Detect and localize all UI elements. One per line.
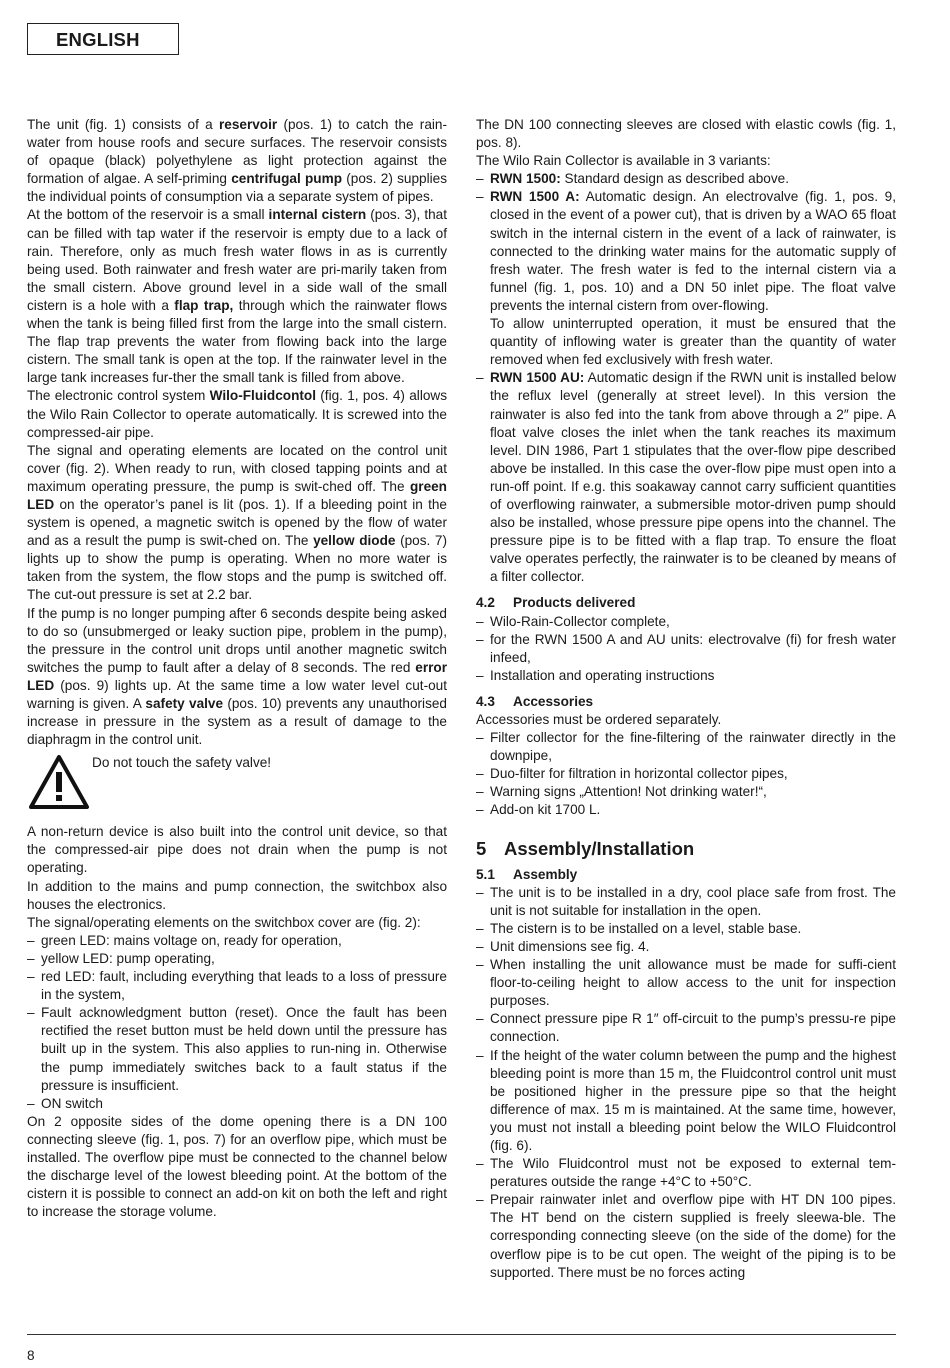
right-column <box>476 116 896 1282</box>
page-number: 8 <box>27 1348 35 1363</box>
paragraph-connecting-sleeves: The DN 100 connecting sleeves are closed with elastic cowls (fig. 1, pos. 8). <box>476 117 896 151</box>
warning-text: Do not touch the safety valve! <box>92 755 272 771</box>
paragraph-signal-elements: The signal and operating elements are located on the control unit cover (fig. 2). When ready to run, with closed tapping points and at maximum operating pressure, the pump is swit-ched off. The green LED on the operator’s panel is lit (pos. 1). If a bleeding point in the system is opened, a magnetic switch is opened by the flow of water and as a result the pump is swit-ched on. The yellow diode (pos. 7) lights up to show the pump is operating. When no more water is taken from the system, the flow stops and the pump is switched off. The cut-out pressure is set at 2.2 bar. <box>27 442 447 603</box>
paragraph-overflow-pipe: On 2 opposite sides of the dome opening there is a DN 100 connecting sleeve (fig. 1, pos. 7) for an overflow pipe, which must be installed. The overflow pipe must be connected to the channel below the discharge level of the lowest bleeding point. At the bottom of the cistern it is possible to connect an add-on kit on both the left and right to increase the storage volume. <box>27 1113 447 1220</box>
paragraph-switchbox: In addition to the mains and pump connection, the switchbox also houses the electronics. <box>27 878 447 912</box>
list-item: – Duo-filter for filtration in horizontal collector pipes, <box>476 765 896 783</box>
list-item: – The Wilo Fluidcontrol must not be exposed to external tem-peratures outside the range +4°C to +50°C. <box>476 1155 896 1191</box>
list-item: – If the height of the water column between the pump and the highest bleeding point is more than 15 m, the Fluidcontrol control unit must be positioned higher in the pressure pipe so that the height difference of max. 15 m is maintained. At the same time, however, you must not install a bleeding point below the WILO Fluidcontrol (fig. 6). <box>476 1047 896 1156</box>
list-item: – for the RWN 1500 A and AU units: electrovalve (fi) for fresh water infeed, <box>476 631 896 667</box>
language-tab: ENGLISH <box>27 23 179 55</box>
left-column <box>27 116 447 1221</box>
list-item: – yellow LED: pump operating, <box>27 950 447 968</box>
list-item: – When installing the unit allowance must be made for suffi-cient floor-to-ceiling height to allow access to the unit for inspection purposes. <box>476 956 896 1010</box>
variant-note: To allow uninterrupted operation, it must be ensured that the quantity of inflowing water is greater than the quantity of water removed when fed exclusively with fresh water. <box>490 316 896 368</box>
paragraph-unit-description: The unit (fig. 1) consists of a reservoir (pos. 1) to catch the rain-water from house roofs and secure surfaces. The reservoir consists of opaque (black) polyethylene as light protection against the formation of algae. A self-priming centrifugal pump (pos. 2) supplies the individual points of consumption via a separate system of pipes. <box>27 117 448 205</box>
list-item: – Warning signs „Attention! Not drinking water!“, <box>476 783 896 801</box>
accessories-list <box>476 729 896 819</box>
variant-item: – RWN 1500 AU: Automatic design if the RWN unit is installed below the reflux level (generally at street level). In this version the rainwater is also fed into the tank from above through a 2″ pipe. A float valve closes the inlet when the tank reaches its maximum level. DIN 1986, Part 1 stipulates that the over-flow pipe described above be installed. In this case the over-flow pipe must open into a run-off point. If e.g. this soakaway cannot carry sufficient quantities of overflowing rainwater, a submersible motor-driven pump should also be installed, whose pressure pipe opens into the channel. The pressure pipe is to be fitted with a flap trap. To ensure the float valve operates perfectly, the rainwater is to be cleaned by means of a filter collector. <box>476 369 896 586</box>
list-item: – Fault acknowledgment button (reset). Once the fault has been rectified the reset button must be held down until the pressure has built up in the system. This also applies to run-ning in. Otherwise the pump immediately switches back to a fault status if the pressure is insufficient. <box>27 1004 447 1094</box>
subsection-heading-4-3: 4.3 Accessories <box>476 693 594 709</box>
paragraph-internal-cistern: At the bottom of the reservoir is a small internal cistern (pos. 3), that can be filled with tap water if the reservoir is empty due to a lack of rain. Therefore, only as much fresh water flows in as is currently being used. Both rainwater and fresh water are pri-marily taken from the small cistern. Above ground level in a side wall of the small cistern is a hole with a flap trap, through which the rainwater flows when the tank is being filled first from the large into the small cistern. The flap trap prevents the water from flowing back into the large cistern. The small tank is open at the top. If the rainwater level in the large tank increases fur-ther the small tank is filled from above. <box>27 207 448 386</box>
subsection-heading-4-2: 4.2 Products delivered <box>476 595 636 611</box>
warning-triangle-icon <box>29 755 89 809</box>
paragraph-switchbox-elements: The signal/operating elements on the switchbox cover are (fig. 2): <box>27 914 421 930</box>
products-delivered-list <box>476 613 896 685</box>
paragraph-control-system: The electronic control system Wilo-Fluidcontol (fig. 1, pos. 4) allows the Wilo Rain Collector to operate automatically. It is screwed into the compressed-air pipe. <box>27 388 448 440</box>
list-item: – Wilo-Rain-Collector complete, <box>476 613 896 631</box>
switchbox-elements-list <box>27 932 447 1113</box>
variants-list <box>476 170 896 586</box>
list-item: – Connect pressure pipe R 1″ off-circuit to the pump’s pressu-re pipe connection. <box>476 1010 896 1046</box>
paragraph-fault-behaviour: If the pump is no longer pumping after 6 seconds despite being asked to do so (unsubmerged or leaky suction pipe, problem in the pump), the pressure in the control unit drops until another magnetic switch switches the pump to fault after a delay of 8 seconds. The red error LED (pos. 9) lights up. At the same time a low water level cut-out warning is given. A safety valve (pos. 10) prevents any unauthorised increase in pressure in the system as a result of damage to the diaphragm in the control unit. <box>27 605 447 748</box>
list-item: – Filter collector for the fine-filtering of the rainwater directly in the downpipe, <box>476 729 896 765</box>
warning-notice <box>27 754 447 818</box>
section-heading-5: 5 Assembly/Installation <box>476 837 695 859</box>
list-item: – Prepair rainwater inlet and overflow pipe with HT DN 100 pipes. The HT bend on the cistern supplied is freely sleewa-ble. The corresponding connecting sleeve (on the side of the dome) for the overflow pipe is to be cut open. The weight of the piping is to be supported. There must be no forces acting <box>476 1191 896 1281</box>
list-item: – red LED: fault, including everything that leads to a loss of pressure in the system, <box>27 968 447 1004</box>
list-item: – ON switch <box>27 1095 447 1113</box>
paragraph-non-return: A non-return device is also built into the control unit device, so that the compressed-air pipe does not drain when the pump is not operating. <box>27 824 447 876</box>
assembly-list <box>476 884 896 1282</box>
list-item: – Add-on kit 1700 L. <box>476 801 896 819</box>
variant-item: – RWN 1500: Standard design as described above. <box>476 170 896 188</box>
paragraph-accessories-intro: Accessories must be ordered separately. <box>476 712 722 727</box>
list-item: – Unit dimensions see fig. 4. <box>476 938 896 956</box>
paragraph-variants-intro: The Wilo Rain Collector is available in 3 variants: <box>476 153 771 169</box>
list-item: – Installation and operating instructions <box>476 667 896 685</box>
list-item: – The unit is to be installed in a dry, cool place safe from frost. The unit is not suitable for installation in the open. <box>476 884 896 920</box>
footer-divider <box>27 1334 896 1335</box>
list-item: – green LED: mains voltage on, ready for operation, <box>27 932 447 950</box>
variant-item: – RWN 1500 A: Automatic design. An electrovalve (fig. 1, pos. 9, closed in the event of a power cut), that is driven by a WAO 65 float switch in the internal cistern in the event of a lack of rainwater, is connected to the drinking water mains for the automatic supply of fresh water. The fresh water is fed to the internal cistern via a funnel (fig. 1, pos. 10) and a DN 50 inlet pipe. The float valve prevents the internal cistern from over-flowing. To allow uninterrupted operation, it must be ensured that the quantity of inflowing water is greater than the quantity of water removed when fed exclusively with fresh water. <box>476 188 896 369</box>
list-item: – The cistern is to be installed on a level, stable base. <box>476 920 896 938</box>
subsection-heading-5-1: 5.1 Assembly <box>476 866 578 882</box>
